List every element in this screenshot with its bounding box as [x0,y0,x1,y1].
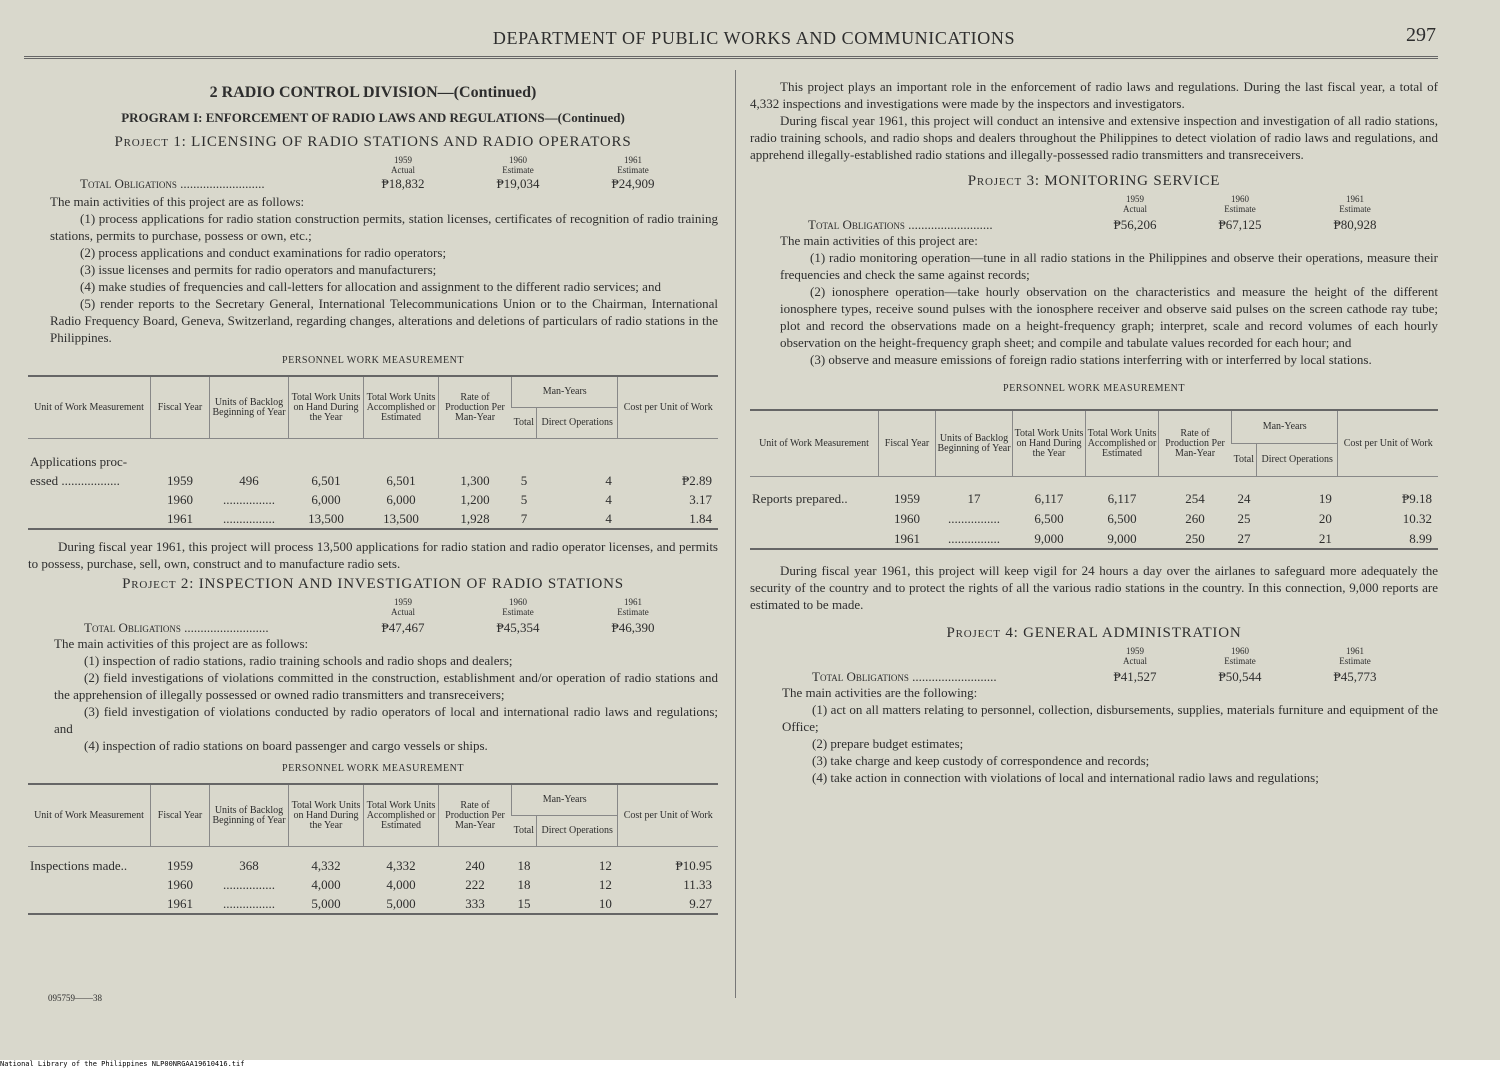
year-label: 1960 [1231,194,1249,204]
cell-cost: 9.27 [618,894,718,914]
table-caption: PERSONNEL WORK MEASUREMENT [1003,383,1185,394]
cell-acc: 6,000 [386,492,416,507]
cell-acc: 6,501 [386,473,416,488]
obligation-1960: ₱50,544 [1218,669,1262,684]
unit-label: essed .................. [30,473,120,488]
cell-hand: 4,000 [311,877,341,892]
cell-direct: 12 [598,858,612,873]
cell-cost: 8.99 [1338,528,1438,549]
cell-acc: 13,500 [364,509,439,529]
obligation-1961: ₱45,773 [1333,669,1377,684]
cell-direct: 10 [537,894,618,914]
cell-direct: 19 [1318,490,1332,506]
cell-year: 1961 [879,528,936,549]
cell-year: 1960 [167,877,193,892]
obligation-1959: ₱47,467 [381,620,425,635]
cell-rate: 333 [439,894,512,914]
cell-cost: ₱10.95 [675,858,712,873]
cell-hand: 6,000 [311,492,341,507]
obligation-1961: ₱24,909 [611,176,655,191]
obligations-label: Total Obligations .......................... [80,176,265,191]
cell-rate: 1,928 [439,509,512,529]
left-column [28,78,718,915]
cell-acc: 4,000 [386,877,416,892]
col-acc: Total Work Units Accomplished or Estimated [1086,410,1159,477]
activity-item: (1) process applications for radio station construction permits, station licenses, certificates of recognition of radio training stations, permits to purchase, possess or own, etc.; [50,211,718,243]
unit-label: Inspections made.. [30,858,128,873]
activities-intro: The main activities of this project are as follows: [50,194,305,209]
activity-item: (5) render reports to the Secretary General, International Telecommunications Union or to the Chairman, International Radio Frequency Board, Geneva, Switzerland, regarding changes, alterations and deletions of particulars of radio stations in the Philippines. [50,296,718,345]
obligations-label: Total Obligations .......................... [812,669,997,684]
cell-total: 5 [520,473,528,488]
cell-direct: 12 [598,877,612,892]
col-cost: Cost per Unit of Work [618,376,718,439]
cell-rate: 250 [1159,528,1232,549]
table-row [750,528,1438,549]
cell-hand: 13,500 [289,509,364,529]
col-man-years: Man-Years [512,376,618,408]
cell-rate: 1,200 [460,492,490,507]
activity-item: (2) prepare budget estimates; [812,736,964,751]
work-measurement-table-3 [750,409,1438,550]
cell-backlog: 496 [239,473,259,488]
col-total: Total [512,816,537,847]
obligation-1959: ₱56,206 [1113,217,1157,232]
cell-direct: 4 [605,492,612,507]
cell-year: 1959 [894,490,920,506]
cell-year: 1959 [167,473,193,488]
obligation-1960: ₱67,125 [1218,217,1262,232]
col-unit: Unit of Work Measurement [28,784,151,847]
activity-item: (4) take action in connection with violations of local and international radio laws and regulations; [812,770,1319,785]
cell-hand: 6,501 [311,473,341,488]
cell-cost: 11.33 [683,877,712,892]
col-fiscal: Fiscal Year [879,410,936,477]
year-label: 1959 [1126,194,1144,204]
right-column [750,78,1438,786]
year-label: 1960 [509,597,527,607]
cell-year: 1960 [167,492,193,507]
year-type: Actual [391,607,415,617]
cell-hand: 5,000 [289,894,364,914]
project-4-title: Project 4: GENERAL ADMINISTRATION [946,625,1242,641]
obligation-1960: ₱19,034 [496,176,540,191]
year-label: 1961 [1346,194,1364,204]
obligations-label: Total Obligations .......................... [84,620,269,635]
cell-cost: 3.17 [689,492,712,507]
project-1-obligations [28,151,718,193]
activity-item: (3) observe and measure emissions of foreign radio stations interferring with or interferred by local stations. [810,352,1372,367]
cell-rate: 222 [465,877,485,892]
year-type: Estimate [1339,656,1371,666]
cell-rate: 1,300 [460,473,490,488]
cell-backlog: 17 [967,490,981,506]
col-hand: Total Work Units on Hand During the Year [289,376,364,439]
cell-year: 1959 [167,858,193,873]
cell-cost: ₱9.18 [1402,490,1432,506]
project-1-title: Project 1: LICENSING OF RADIO STATIONS AND RADIO OPERATORS [114,134,632,150]
activity-item: (1) radio monitoring operation—tune in all radio stations in the Philippines and observe their operations, measure their frequencies and check the same against records; [780,250,1438,282]
cell-hand: 4,332 [311,858,341,873]
year-type: Actual [391,165,415,175]
cell-backlog: ................ [936,528,1013,549]
year-type: Estimate [1339,204,1371,214]
cell-backlog: 368 [239,858,259,873]
col-rate: Rate of Production Per Man-Year [1159,410,1232,477]
col-man-years: Man-Years [1232,410,1338,444]
year-type: Actual [1123,204,1147,214]
scan-caption-strip: National Library of the Philippines NLP00NRGAA19610416.tif [0,1060,1500,1069]
activity-item: (1) inspection of radio stations, radio training schools and radio shops and dealers; [84,653,513,668]
cell-total: 7 [512,509,537,529]
table-row [28,490,718,509]
col-unit: Unit of Work Measurement [750,410,879,477]
project-3-obligations [750,190,1438,232]
col-fiscal: Fiscal Year [151,784,210,847]
col-direct: Direct Operations [537,816,618,847]
year-label: 1960 [1231,646,1249,656]
work-measurement-table-1 [28,375,718,530]
project-2-title: Project 2: INSPECTION AND INVESTIGATION OF RADIO STATIONS [122,576,624,592]
header-title: DEPARTMENT OF PUBLIC WORKS AND COMMUNICATIONS [492,28,1016,48]
cell-direct: 4 [605,473,612,488]
project-1-summary: During fiscal year 1961, this project will process 13,500 applications for radio station and radio operator licenses, and permits to possess, purchase, sell, own, construct and to manufacture radio sets. [28,539,718,571]
col-cost: Cost per Unit of Work [1338,410,1438,477]
cell-hand: 9,000 [1013,528,1086,549]
year-label: 1960 [509,155,527,165]
cell-rate: 254 [1185,490,1205,506]
table-caption: PERSONNEL WORK MEASUREMENT [282,355,464,366]
cell-direct: 20 [1318,510,1332,526]
col-backlog: Units of Backlog Beginning of Year [936,410,1013,477]
cell-cost: ₱2.89 [682,473,712,488]
cell-year: 1961 [151,894,210,914]
year-type: Estimate [617,607,649,617]
activity-item: (3) issue licenses and permits for radio operators and manufacturers; [80,262,437,277]
activity-item: (4) make studies of frequencies and call-letters for allocation and assignment to the different radio services; and [80,279,661,294]
activities-intro: The main activities of this project are as follows: [54,636,309,651]
col-man-years: Man-Years [512,784,618,816]
year-label: 1959 [394,597,412,607]
project-2-paragraph: During fiscal year 1961, this project will conduct an intensive and extensive inspection and investigation of all radio stations, radio training schools, and radio shops and dealers throughout the Philippines to detect violation of radio laws and regulations, and apprehend illegally-established radio stations and illegally-possessed radio transmitters and transreceivers. [750,113,1438,162]
cell-hand: 6,117 [1034,490,1064,506]
activities-intro: The main activities of this project are: [780,233,978,248]
cell-year: 1961 [151,509,210,529]
col-total: Total [512,408,537,439]
activity-item: (3) take charge and keep custody of correspondence and records; [812,753,1150,768]
unit-label: Applications proc- [30,454,128,469]
col-direct: Direct Operations [537,408,618,439]
cell-rate: 260 [1185,510,1205,526]
column-divider [735,70,736,998]
footnote: 095759——38 [48,993,102,1003]
year-type: Actual [1123,656,1147,666]
cell-total: 18 [517,858,531,873]
cell-total: 25 [1237,510,1251,526]
cell-acc: 9,000 [1086,528,1159,549]
table-row [28,875,718,894]
cell-rate: 240 [465,858,485,873]
year-type: Estimate [502,607,534,617]
table-row [28,509,718,529]
obligation-1960: ₱45,354 [496,620,540,635]
activity-item: (2) field investigations of violations committed in the construction, establishment and/or operation of radio stations and the apprehension of illegally possessed or owned radio transmitters and transreceivers; [54,670,718,702]
work-measurement-table-2 [28,783,718,915]
year-label: 1961 [624,597,642,607]
activity-item: (1) act on all matters relating to personnel, collection, disbursements, supplies, materials furniture and equipment of the Office; [782,702,1438,734]
project-3-summary: During fiscal year 1961, this project will keep vigil for 24 hours a day over the airlanes to safeguard more adequately the security of the country and to protect the rights of all the various radio stations in the country. In this connection, 9,000 reports are estimated to be made. [750,563,1438,612]
obligation-1959: ₱41,527 [1113,669,1157,684]
cell-total: 24 [1237,490,1251,506]
cell-year: 1960 [894,510,920,526]
activity-item: (3) field investigation of violations conducted by radio operators of local and international radio laws and regulations; and [54,704,718,736]
cell-backlog: ................ [223,492,275,507]
activity-item: (4) inspection of radio stations on board passenger and cargo vessels or ships. [84,738,488,753]
table-row [28,847,718,876]
project-2-obligations [28,593,718,635]
table-caption: PERSONNEL WORK MEASUREMENT [282,763,464,774]
col-rate: Rate of Production Per Man-Year [439,784,512,847]
page-number: 297 [1406,24,1436,46]
table-row [28,894,718,914]
activity-item: (2) ionosphere operation—take hourly observation on the characteristics and measure the height of the different ionosphere types, receive sound pulses with the ionosphere receiver and observe said pulses on the screen cathode ray tube; plot and record the observations made on a height-frequency graph; interpret, scale and record volumes of each hourly observation on the height-frequency graph sheet; and compile and tabulate values recorded for each hour; and [780,284,1438,350]
activity-item: (2) process applications and conduct examinations for radio operators; [80,245,447,260]
cell-direct: 21 [1257,528,1338,549]
cell-acc: 5,000 [364,894,439,914]
project-4-obligations [750,642,1438,684]
table-row [28,439,718,472]
cell-acc: 4,332 [386,858,416,873]
col-unit: Unit of Work Measurement [28,376,151,439]
table-row [750,508,1438,528]
obligation-1961: ₱46,390 [611,620,655,635]
table-row [750,477,1438,509]
col-rate: Rate of Production Per Man-Year [439,376,512,439]
cell-backlog: ................ [210,509,289,529]
col-backlog: Units of Backlog Beginning of Year [210,376,289,439]
col-acc: Total Work Units Accomplished or Estimated [364,784,439,847]
activities-intro: The main activities are the following: [782,685,978,700]
cell-acc: 6,117 [1107,490,1137,506]
obligations-label: Total Obligations .......................... [808,217,993,232]
cell-direct: 4 [537,509,618,529]
obligation-1959: ₱18,832 [381,176,425,191]
col-hand: Total Work Units on Hand During the Year [1013,410,1086,477]
cell-total: 27 [1232,528,1257,549]
year-label: 1959 [1126,646,1144,656]
cell-total: 5 [520,492,528,507]
col-acc: Total Work Units Accomplished or Estimated [364,376,439,439]
division-heading: 2 RADIO CONTROL DIVISION—(Continued) [209,84,537,101]
col-fiscal: Fiscal Year [151,376,210,439]
unit-label: Reports prepared.. [752,490,848,506]
col-cost: Cost per Unit of Work [618,784,718,847]
year-type: Estimate [1224,656,1256,666]
year-label: 1961 [624,155,642,165]
cell-hand: 6,500 [1034,510,1064,526]
col-backlog: Units of Backlog Beginning of Year [210,784,289,847]
year-type: Estimate [1224,204,1256,214]
cell-cost: 1.84 [618,509,718,529]
project-2-paragraph: This project plays an important role in the enforcement of radio laws and regulations. During the last fiscal year, a total of 4,332 inspections and investigations were made by the inspectors and investigators. [750,79,1438,111]
obligation-1961: ₱80,928 [1333,217,1377,232]
col-hand: Total Work Units on Hand During the Year [289,784,364,847]
col-direct: Direct Operations [1257,444,1338,477]
cell-acc: 6,500 [1107,510,1137,526]
year-label: 1959 [394,155,412,165]
year-type: Estimate [502,165,534,175]
year-label: 1961 [1346,646,1364,656]
cell-backlog: ................ [223,877,275,892]
col-total: Total [1232,444,1257,477]
project-3-title: Project 3: MONITORING SERVICE [967,173,1221,189]
year-type: Estimate [617,165,649,175]
program-heading: PROGRAM I: ENFORCEMENT OF RADIO LAWS AND REGULATIONS—(Continued) [121,110,625,125]
running-header [24,26,1438,59]
cell-cost: 10.32 [1402,510,1432,526]
cell-backlog: ................ [948,510,1000,526]
cell-backlog: ................ [210,894,289,914]
table-row [28,471,718,490]
cell-total: 15 [512,894,537,914]
cell-total: 18 [517,877,531,892]
